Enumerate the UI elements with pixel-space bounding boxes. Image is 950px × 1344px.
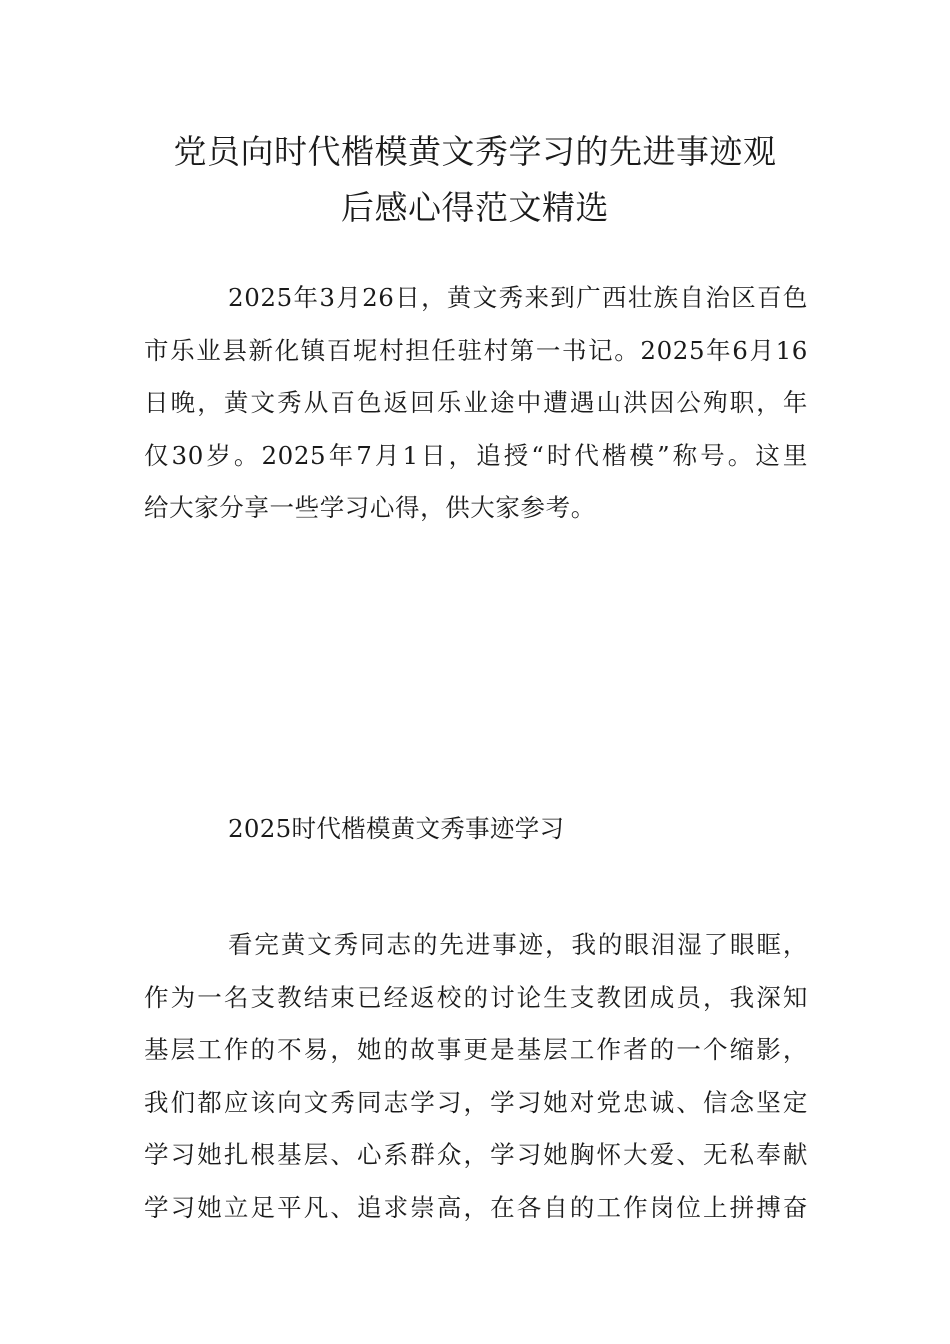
- body-line: 学习她扎根基层、心系群众，学习她胸怀大爱、无私奉献: [144, 1140, 808, 1169]
- body-line: 作为一名支教结束已经返校的讨论生支教团成员，我深知: [144, 982, 808, 1012]
- section-subheading: 2025时代楷模黄文秀事迹学习: [228, 814, 565, 843]
- intro-paragraph: [144, 272, 808, 535]
- body-line: 基层工作的不易，她的故事更是基层工作者的一个缩影，: [144, 1035, 808, 1064]
- body-line: 我们都应该向文秀同志学习，学习她对党忠诚、信念坚定: [144, 1087, 808, 1117]
- intro-line: 给大家分享一些学习心得，供大家参考。: [144, 493, 596, 522]
- intro-line: 2025年3月26日，黄文秀来到广西壮族自治区百色: [228, 283, 808, 312]
- document-title: [140, 124, 810, 236]
- body-line: 学习她立足平凡、追求崇高，在各自的工作岗位上拼搏奋: [144, 1192, 808, 1222]
- intro-line: 日晚，黄文秀从百色返回乐业途中遭遇山洪因公殉职，年: [144, 388, 808, 417]
- intro-line: 仅30岁。2025年7月1日，追授“时代楷模”称号。这里: [144, 440, 808, 470]
- body-paragraph: [144, 919, 808, 1234]
- title-line-2: 后感心得范文精选: [341, 188, 609, 227]
- intro-line: 市乐业县新化镇百坭村担任驻村第一书记。2025年6月16: [144, 335, 808, 365]
- body-line: 看完黄文秀同志的先进事迹，我的眼泪湿了眼眶，: [228, 930, 808, 959]
- title-line-1: 党员向时代楷模黄文秀学习的先进事迹观: [173, 132, 777, 171]
